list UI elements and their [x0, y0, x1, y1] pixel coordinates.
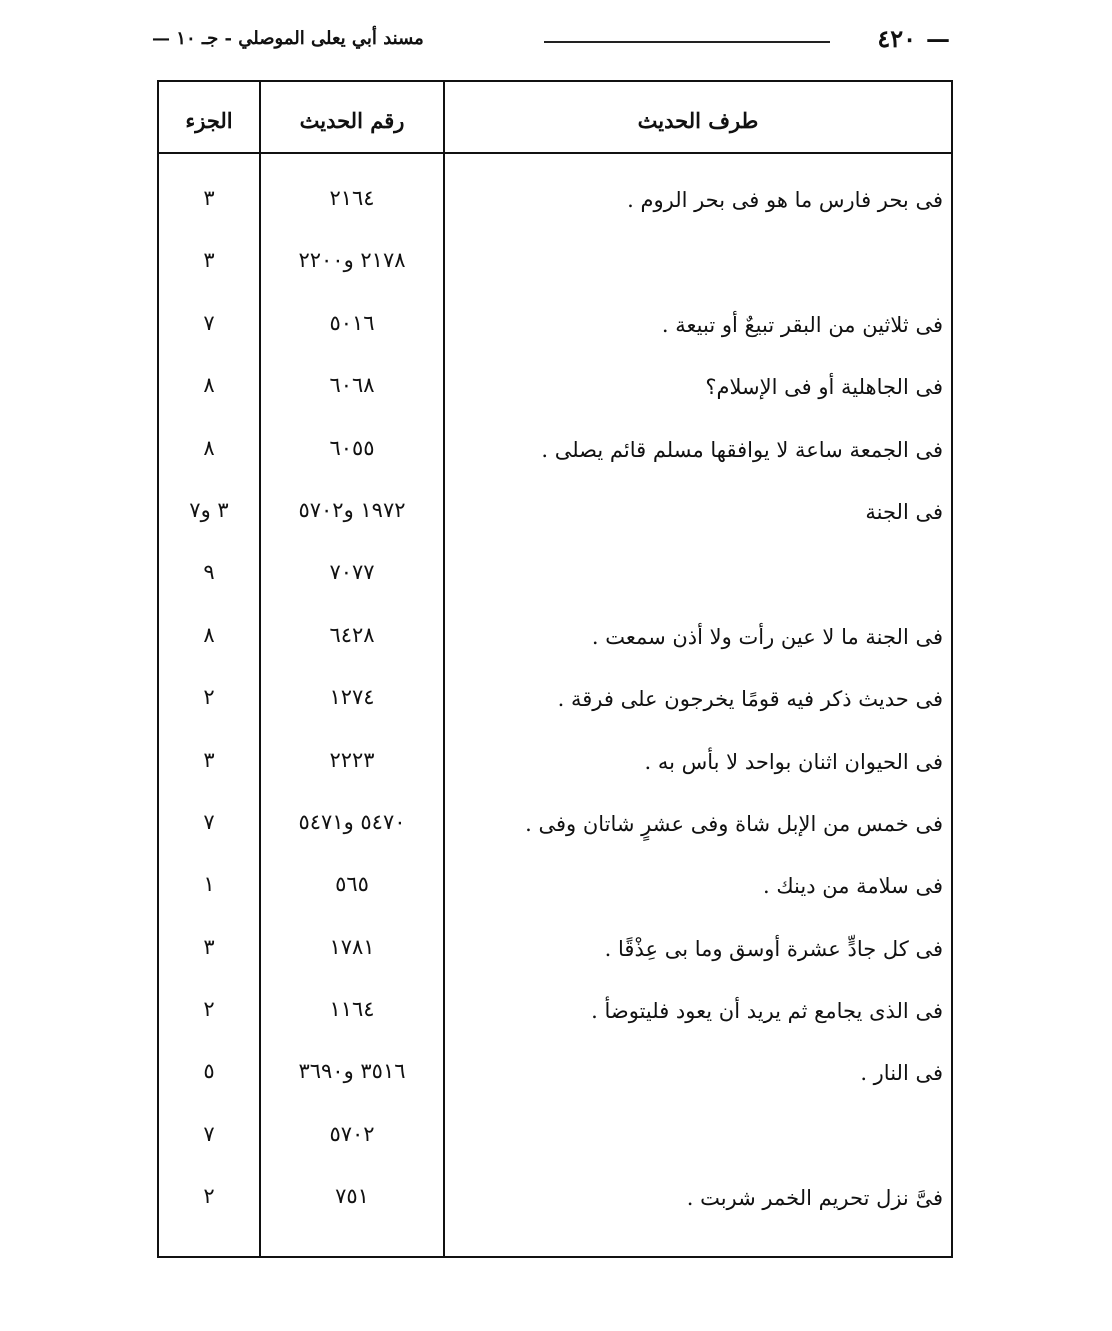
hadith-text: فى الحيوان اثنان بواحد لا بأس به . — [644, 749, 943, 774]
table-row — [159, 985, 951, 1047]
table-row — [159, 1047, 951, 1109]
hadith-text: فى الجنة ما لا عين رأت ولا أذن سمعت . — [591, 624, 943, 649]
volume-number: ٣ — [203, 934, 215, 959]
hadith-number: ٦٠٥٥ — [329, 435, 375, 460]
volume-number: ٥ — [203, 1059, 215, 1084]
hadith-text: فى سلامة من دينك . — [762, 874, 943, 899]
volume-number: ٢ — [203, 685, 215, 710]
hadith-number: ١٢٧٤ — [329, 685, 375, 710]
hadith-number: ٥٠١٦ — [329, 310, 375, 335]
volume-number: ٨ — [203, 622, 215, 647]
hadith-text: فى النار . — [860, 1061, 943, 1086]
hadith-number: ٥٦٥ — [335, 872, 369, 897]
page-number: — ٤٢٠ — [877, 24, 950, 53]
hadith-number: ٢١٦٤ — [329, 186, 375, 210]
hadith-text: فى ثلاثين من البقر تبيعٌ أو تبيعة . — [661, 312, 943, 337]
page-header — [152, 24, 960, 64]
hadith-number: ٥٤٧٠ و٥٤٧١ — [298, 809, 406, 834]
table-row — [159, 860, 951, 922]
hadith-text: فىَّ نزل تحريم الخمر شربت . — [686, 1186, 943, 1211]
hadith-number: ٥٧٠٢ — [329, 1121, 375, 1146]
hadith-text: فى الجنة — [865, 499, 943, 524]
volume-number: ٣ — [203, 747, 215, 772]
volume-number: ٨ — [203, 373, 215, 398]
volume-number: ٣ — [203, 186, 215, 210]
hadith-number: ٦٠٦٨ — [329, 373, 375, 398]
volume-number: ٧ — [203, 809, 215, 834]
table-row — [159, 923, 951, 985]
header-rule — [544, 41, 830, 43]
running-title: مسند أبي يعلى الموصلي - جـ ١٠ — — [152, 28, 424, 49]
table-row — [159, 174, 951, 236]
table-row — [159, 236, 951, 298]
volume-number: ٢ — [203, 1184, 215, 1209]
hadith-number: ٧٥١ — [335, 1184, 369, 1209]
hadith-number: ٣٥١٦ و٣٦٩٠ — [298, 1059, 406, 1084]
hadith-text: فى حديث ذكر فيه قومًا يخرجون على فرقة . — [557, 687, 943, 712]
volume-number: ٧ — [203, 1121, 215, 1146]
volume-number: ٢ — [203, 997, 215, 1022]
hadith-number: ١٩٧٢ و٥٧٠٢ — [298, 497, 406, 522]
table-row — [159, 1110, 951, 1172]
hadith-text: فى كل جادٍّ عشرة أوسق وما بى عِذْقًا . — [604, 936, 943, 961]
column-header-hadith: طرف الحديث — [637, 108, 759, 133]
table-row — [159, 798, 951, 860]
table-row — [159, 1172, 951, 1234]
column-header-number: رقم الحديث — [299, 108, 405, 133]
table-row — [159, 486, 951, 548]
table-row — [159, 736, 951, 798]
hadith-index-table — [157, 80, 953, 1258]
column-header-part: الجزء — [185, 108, 233, 133]
volume-number: ٨ — [203, 435, 215, 460]
hadith-number: ١٧٨١ — [329, 934, 375, 959]
hadith-text: فى بحر فارس ما هو فى بحر الروم . — [627, 188, 943, 212]
volume-number: ٣ و٧ — [189, 497, 229, 522]
table-row — [159, 673, 951, 735]
volume-number: ١ — [203, 872, 215, 897]
hadith-text: فى خمس من الإبل شاة وفى عشرٍ شاتان وفى . — [525, 811, 943, 836]
hadith-number: ٧٠٧٧ — [329, 560, 375, 585]
table-row — [159, 424, 951, 486]
table-row — [159, 611, 951, 673]
hadith-number: ٢٢٢٣ — [329, 747, 375, 772]
volume-number: ٧ — [203, 310, 215, 335]
table-row — [159, 548, 951, 610]
hadith-number: ١١٦٤ — [329, 997, 375, 1022]
hadith-text: فى الذى يجامع ثم يريد أن يعود فليتوضأ . — [591, 999, 943, 1024]
hadith-number: ٦٤٢٨ — [329, 622, 375, 647]
volume-number: ٣ — [203, 248, 215, 273]
hadith-text: فى الجمعة ساعة لا يوافقها مسلم قائم يصلى . — [541, 437, 943, 462]
table-body — [159, 174, 951, 1235]
volume-number: ٩ — [203, 560, 215, 585]
table-row — [159, 299, 951, 361]
hadith-number: ٢١٧٨ و٢٢٠٠ — [298, 248, 406, 273]
hadith-text: فى الجاهلية أو فى الإسلام؟ — [705, 375, 943, 400]
table-row — [159, 361, 951, 423]
header-divider — [159, 152, 951, 154]
